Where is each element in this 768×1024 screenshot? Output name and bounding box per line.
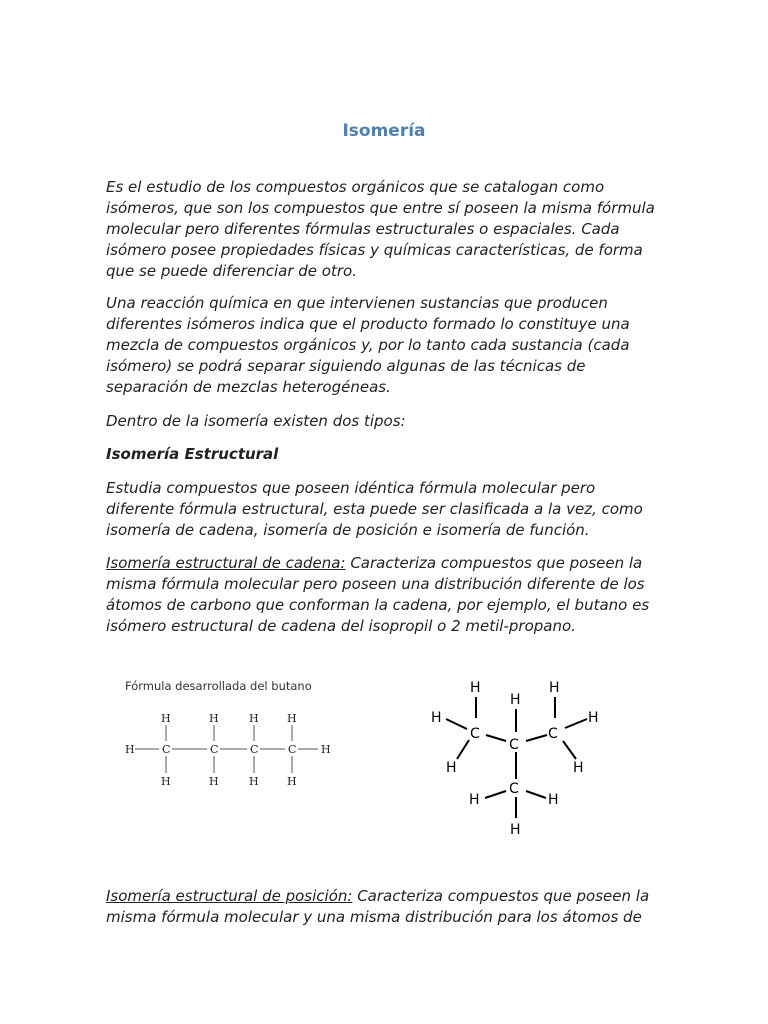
intro-paragraph: Es el estudio de los compuestos orgánicos que se catalogan como isómeros, que son los compuestos que entre sí poseen la misma fórmula molecular pero diferentes fórmulas estructurales o espaciales. Cada isómero posee propiedades físicas y químicas características, de forma que se puede diferenciar de otro. (106, 178, 655, 280)
isobutane-bonds (446, 697, 587, 818)
atom-h: H (469, 792, 480, 808)
atom-h: H (125, 743, 135, 756)
section-heading-structural: Isomería Estructural (106, 445, 279, 463)
atom-h: H (549, 680, 560, 696)
chain-isomerism-label: Isomería estructural de cadena: (106, 554, 346, 572)
atom-h: H (161, 712, 171, 725)
atom-c: C (509, 737, 519, 753)
atom-h: H (431, 710, 442, 726)
atom-c: C (470, 726, 480, 742)
atom-h: H (209, 775, 219, 788)
butane-figure (125, 679, 331, 788)
atom-c: C (162, 743, 171, 756)
atom-h: H (287, 712, 297, 725)
atom-h: H (588, 710, 599, 726)
position-isomerism-text: Caracteriza compuestos que poseen la misma fórmula molecular y una misma distribución para los átomos de (106, 887, 650, 926)
atom-h: H (510, 822, 521, 838)
chain-isomerism-paragraph (106, 553, 666, 637)
atom-c: C (288, 743, 297, 756)
atom-h: H (470, 680, 481, 696)
butane-bonds (135, 725, 318, 773)
atom-h: H (209, 712, 219, 725)
atom-h: H (249, 712, 259, 725)
isobutane-figure (431, 680, 599, 838)
page-title: Isomería (342, 121, 426, 141)
atom-h: H (321, 743, 331, 756)
chain-isomerism-text: Caracteriza compuestos que poseen la misma fórmula molecular pero poseen una distribución diferente de los átomos de carbono que conforman la cadena, por ejemplo, el butano es isómero estructural de cadena del isopropil o 2 metil-propano. (106, 554, 650, 635)
atom-c: C (250, 743, 259, 756)
atom-c: C (548, 726, 558, 742)
atom-h: H (548, 792, 559, 808)
atom-h: H (573, 760, 584, 776)
atom-c: C (210, 743, 219, 756)
atom-h: H (161, 775, 171, 788)
atom-h: H (510, 692, 521, 708)
position-isomerism-label: Isomería estructural de posición: (106, 887, 353, 905)
isobutane-atoms (431, 680, 599, 838)
butane-caption: Fórmula desarrollada del butano (125, 679, 312, 693)
atom-h: H (287, 775, 297, 788)
butane-atoms (125, 712, 331, 788)
structural-paragraph: Estudia compuestos que poseen idéntica fórmula molecular pero diferente fórmula estructural, esta puede ser clasificada a la vez, como isomería de cadena, isomería de posición e isomería de función. (106, 479, 643, 539)
atom-c: C (509, 781, 519, 797)
reaction-paragraph: Una reacción química en que intervienen sustancias que producen diferentes isómeros indica que el producto formado lo constituye una mezcla de compuestos orgánicos y, por lo tanto cada sustancia (cada isómero) se podrá separar siguiendo algunas de las técnicas de separación de mezclas heterogéneas. (106, 294, 630, 396)
atom-h: H (446, 760, 457, 776)
atom-h: H (249, 775, 259, 788)
types-paragraph: Dentro de la isomería existen dos tipos: (106, 412, 406, 430)
position-isomerism-paragraph (106, 886, 666, 928)
